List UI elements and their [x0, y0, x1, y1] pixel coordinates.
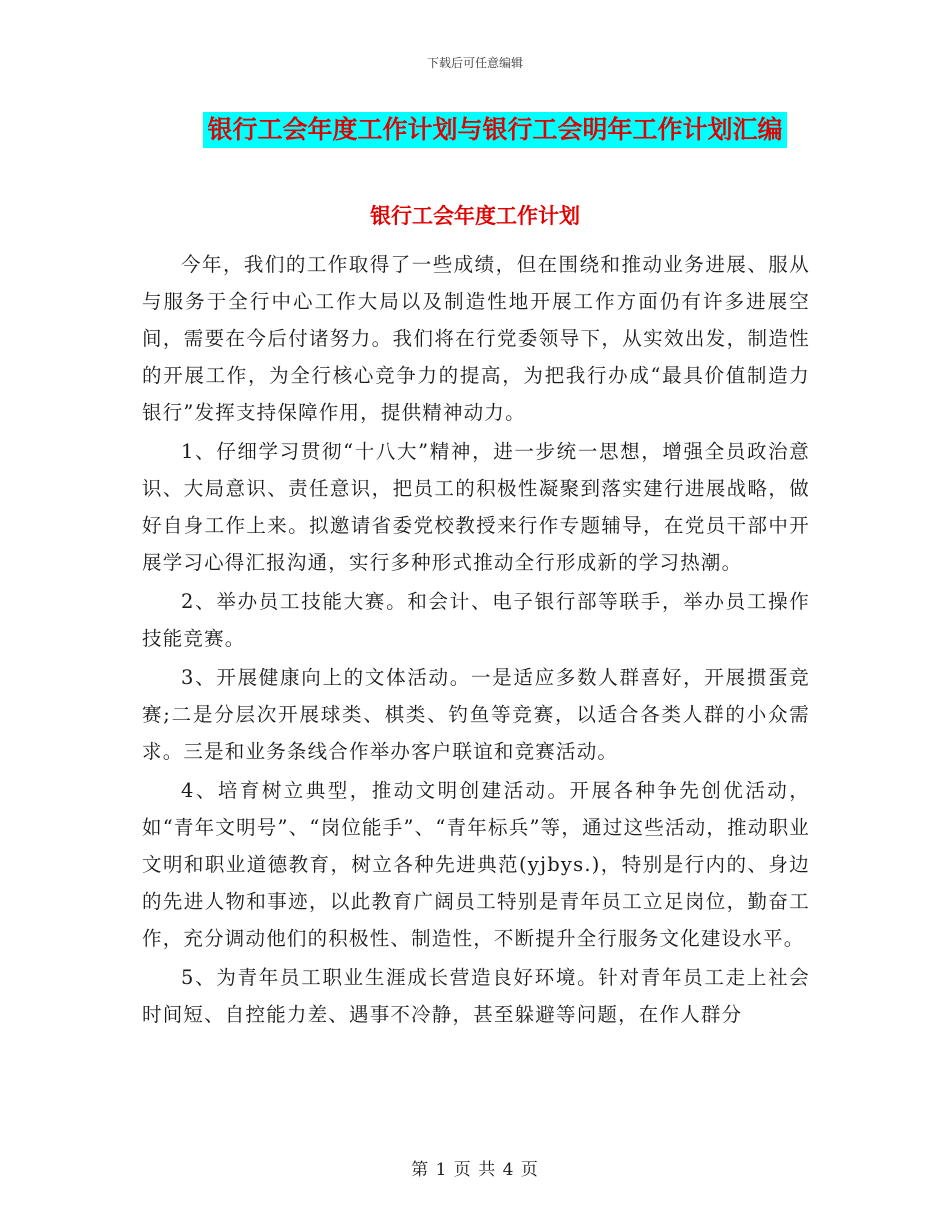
paragraph-item-3: 3、开展健康向上的文体活动。一是适应多数人群喜好，开展掼蛋竞赛;二是分层次开展球类、棋类、钓鱼等竞赛，以适合各类人群的小众需求。三是和业务条线合作举办客户联谊和竞赛活动。 [142, 666, 810, 763]
paragraph-intro: 今年，我们的工作取得了一些成绩，但在围绕和推动业务进展、服从与服务于全行中心工作大局以及制造性地开展工作方面仍有许多进展空间，需要在今后付诸努力。我们将在行党委领导下，从实效出发，制造性的开展工作，为全行核心竞争力的提高，为把我行办成“最具价值制造力银行”发挥支持保障作用，提供精神动力。 [142, 253, 810, 424]
paragraph-item-4: 4、培育树立典型，推动文明创建活动。开展各种争先创优活动，如“青年文明号”、“岗位能手”、“青年标兵”等，通过这些活动，推动职业文明和职业道德教育，树立各种先进典范(yjbys.)，特别是行内的、身边的先进人物和事迹，以此教育广阔员工特别是青年员工立足岗位，勤奋工作，充分调动他们的积极性、制造性，不断提升全行服务文化建设水平。 [142, 779, 810, 950]
paragraph-item-5: 5、为青年员工职业生涯成长营造良好环境。针对青年员工走上社会时间短、自控能力差、遇事不冷静，甚至躲避等问题，在作人群分 [142, 966, 810, 1026]
document-title: 银行工会年度工作计划与银行工会明年工作计划汇编 [203, 112, 786, 148]
paragraph-item-1: 1、仔细学习贯彻“十八大”精神，进一步统一思想，增强全员政治意识、大局意识、责任意识，把员工的积极性凝聚到落实建行进展战略，做好自身工作上来。拟邀请省委党校教授来行作专题辅导，在党员干部中开展学习心得汇报沟通，实行多种形式推动全行形成新的学习热潮。 [142, 440, 810, 574]
document-title-container [0, 112, 950, 148]
paragraph-item-2: 2、举办员工技能大赛。和会计、电子银行部等联手，举办员工操作技能竞赛。 [142, 590, 810, 650]
page-number-footer: 第 1 页 共 4 页 [411, 1160, 539, 1180]
document-body [142, 246, 810, 1035]
section-title: 银行工会年度工作计划 [370, 204, 580, 228]
header-note: 下载后可任意编辑 [426, 56, 523, 70]
